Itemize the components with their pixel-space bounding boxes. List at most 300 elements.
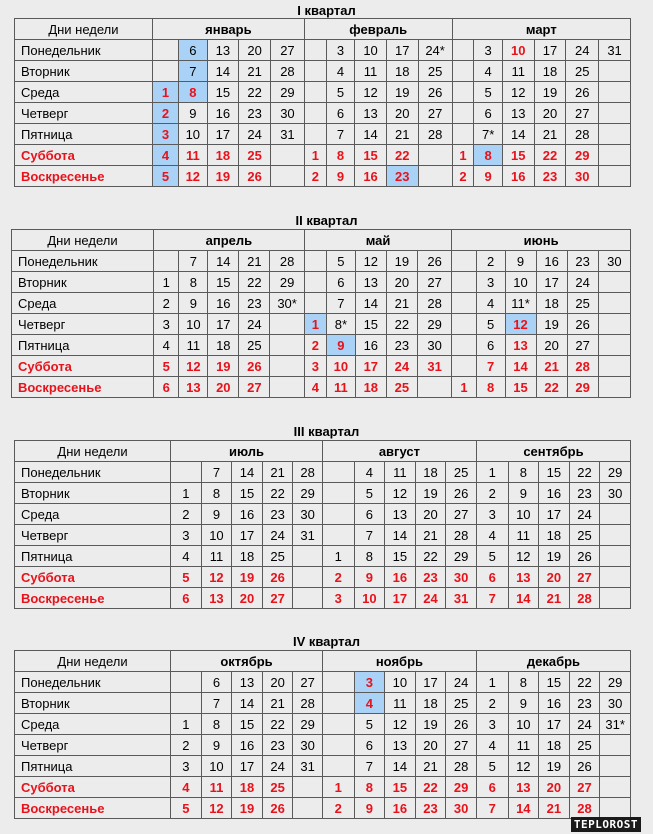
day-name: Среда <box>15 504 171 525</box>
date-cell: 5 <box>474 82 502 103</box>
date-cell <box>322 504 354 525</box>
date-cell: 29 <box>446 777 477 798</box>
date-cell: 3 <box>304 356 326 377</box>
date-cell: 20 <box>262 672 293 693</box>
date-cell: 29 <box>293 483 323 504</box>
date-cell: 20 <box>232 588 263 609</box>
date-cell: 7 <box>179 251 208 272</box>
date-cell: 2 <box>476 483 508 504</box>
date-cell: 3 <box>152 124 178 145</box>
date-cell: 2 <box>171 504 202 525</box>
day-name: Понедельник <box>15 40 153 61</box>
day-name: Среда <box>15 82 153 103</box>
date-cell: 1 <box>322 546 354 567</box>
date-cell: 6 <box>476 335 505 356</box>
date-cell: 18 <box>539 525 570 546</box>
date-cell: 26 <box>239 166 271 187</box>
date-cell: 4 <box>476 735 508 756</box>
date-cell: 13 <box>355 103 387 124</box>
date-cell <box>599 82 631 103</box>
date-cell <box>270 335 304 356</box>
date-cell: 18 <box>208 335 239 356</box>
date-cell: 30* <box>270 293 304 314</box>
date-cell: 23 <box>386 166 418 187</box>
date-cell <box>322 735 354 756</box>
date-cell: 2 <box>452 166 474 187</box>
date-cell: 12 <box>508 546 539 567</box>
date-cell: 9 <box>505 251 536 272</box>
weekday-row <box>12 377 631 398</box>
date-cell <box>452 103 474 124</box>
date-cell <box>270 356 304 377</box>
date-cell: 14 <box>385 756 416 777</box>
date-cell: 13 <box>355 272 386 293</box>
date-cell: 5 <box>476 314 505 335</box>
date-cell: 11 <box>355 61 387 82</box>
date-cell: 15 <box>539 462 570 483</box>
date-cell: 18 <box>232 546 263 567</box>
date-cell: 27 <box>417 272 451 293</box>
date-cell: 24 <box>566 40 599 61</box>
quarter-table <box>14 650 631 819</box>
quarter-title: III квартал <box>293 424 360 439</box>
date-cell: 27 <box>262 588 293 609</box>
date-cell: 20 <box>386 272 417 293</box>
date-cell: 7* <box>474 124 502 145</box>
date-cell: 6 <box>179 40 207 61</box>
date-cell: 8 <box>354 777 385 798</box>
date-cell <box>599 166 631 187</box>
date-cell: 7 <box>476 588 508 609</box>
date-cell: 1 <box>304 314 326 335</box>
date-cell: 27 <box>270 40 304 61</box>
date-cell: 19 <box>539 756 570 777</box>
date-cell: 31 <box>293 525 323 546</box>
date-cell: 9 <box>508 693 539 714</box>
date-cell: 1 <box>322 777 354 798</box>
date-cell: 19 <box>232 567 263 588</box>
date-cell: 10 <box>355 40 387 61</box>
date-cell: 6 <box>326 272 355 293</box>
date-cell: 8* <box>326 314 355 335</box>
date-cell: 8 <box>201 714 232 735</box>
month-header: май <box>304 230 452 251</box>
date-cell: 25 <box>569 525 600 546</box>
date-cell: 1 <box>171 714 202 735</box>
date-cell: 26 <box>567 314 598 335</box>
date-cell: 21 <box>534 124 566 145</box>
date-cell: 27 <box>446 504 477 525</box>
weekday-row <box>15 525 631 546</box>
date-cell: 29 <box>417 314 451 335</box>
header-row <box>15 651 631 672</box>
header-row <box>15 441 631 462</box>
date-cell <box>322 756 354 777</box>
date-cell: 27 <box>239 377 270 398</box>
date-cell: 22 <box>386 145 418 166</box>
date-cell: 15 <box>208 272 239 293</box>
date-cell: 24 <box>415 588 446 609</box>
date-cell: 27 <box>567 335 598 356</box>
date-cell: 13 <box>502 103 534 124</box>
date-cell: 7 <box>476 798 508 819</box>
date-cell: 12 <box>385 483 416 504</box>
weekday-row <box>12 251 631 272</box>
date-cell: 21 <box>415 525 446 546</box>
date-cell: 23 <box>386 335 417 356</box>
date-cell: 10 <box>354 588 385 609</box>
date-cell: 29 <box>270 82 304 103</box>
date-cell: 15 <box>232 483 263 504</box>
date-cell: 25 <box>262 777 293 798</box>
date-cell: 16 <box>539 693 570 714</box>
date-cell: 18 <box>415 462 446 483</box>
date-cell: 10 <box>179 314 208 335</box>
date-cell: 23 <box>415 798 446 819</box>
date-cell: 10 <box>201 756 232 777</box>
day-name: Вторник <box>12 272 154 293</box>
date-cell: 14 <box>502 124 534 145</box>
day-column-header: Дни недели <box>15 19 153 40</box>
date-cell: 22 <box>386 314 417 335</box>
date-cell: 24 <box>567 272 598 293</box>
weekday-row <box>15 693 631 714</box>
date-cell: 28 <box>270 61 304 82</box>
date-cell: 16 <box>208 293 239 314</box>
date-cell <box>304 40 326 61</box>
date-cell: 31 <box>599 40 631 61</box>
date-cell: 16 <box>385 798 416 819</box>
date-cell: 19 <box>386 82 418 103</box>
date-cell <box>600 777 631 798</box>
month-header: февраль <box>304 19 452 40</box>
date-cell <box>293 546 323 567</box>
date-cell: 18 <box>536 293 567 314</box>
date-cell: 16 <box>539 483 570 504</box>
date-cell: 26 <box>569 546 600 567</box>
weekday-row <box>15 672 631 693</box>
date-cell: 26 <box>446 714 477 735</box>
date-cell: 19 <box>536 314 567 335</box>
day-column-header: Дни недели <box>12 230 154 251</box>
month-header: апрель <box>153 230 304 251</box>
day-name: Четверг <box>15 525 171 546</box>
month-header: март <box>452 19 630 40</box>
date-cell: 23 <box>569 483 600 504</box>
date-cell: 25 <box>446 462 477 483</box>
date-cell <box>304 103 326 124</box>
date-cell: 3 <box>326 40 354 61</box>
day-name: Пятница <box>12 335 154 356</box>
day-name: Пятница <box>15 546 171 567</box>
date-cell: 31 <box>417 356 451 377</box>
date-cell: 9 <box>179 293 208 314</box>
date-cell: 3 <box>322 588 354 609</box>
date-cell: 28 <box>418 124 452 145</box>
date-cell: 25 <box>386 377 417 398</box>
date-cell: 4 <box>354 693 385 714</box>
month-header: октябрь <box>171 651 323 672</box>
date-cell: 6 <box>153 377 179 398</box>
date-cell: 13 <box>385 735 416 756</box>
date-cell: 18 <box>539 735 570 756</box>
date-cell: 18 <box>207 145 239 166</box>
date-cell <box>270 145 304 166</box>
day-name: Вторник <box>15 483 171 504</box>
weekday-row <box>15 40 631 61</box>
date-cell <box>418 166 452 187</box>
quarter-table <box>11 229 631 398</box>
date-cell <box>270 314 304 335</box>
date-cell: 14 <box>508 798 539 819</box>
header-row <box>12 230 631 251</box>
day-name: Воскресенье <box>12 377 154 398</box>
weekday-row <box>12 293 631 314</box>
date-cell: 3 <box>171 756 202 777</box>
date-cell: 17 <box>355 356 386 377</box>
date-cell: 13 <box>207 40 239 61</box>
date-cell <box>452 335 476 356</box>
date-cell: 5 <box>354 483 385 504</box>
date-cell: 13 <box>508 777 539 798</box>
date-cell: 15 <box>385 777 416 798</box>
date-cell: 7 <box>354 756 385 777</box>
weekday-row <box>12 314 631 335</box>
date-cell: 7 <box>326 293 355 314</box>
date-cell: 20 <box>239 40 271 61</box>
date-cell: 30 <box>446 567 477 588</box>
date-cell: 18 <box>386 61 418 82</box>
date-cell: 8 <box>326 145 354 166</box>
date-cell: 8 <box>354 546 385 567</box>
date-cell: 11* <box>505 293 536 314</box>
date-cell: 14 <box>208 251 239 272</box>
date-cell: 1 <box>304 145 326 166</box>
date-cell: 16 <box>232 735 263 756</box>
date-cell: 4 <box>153 335 179 356</box>
date-cell <box>293 798 323 819</box>
date-cell: 9 <box>354 798 385 819</box>
date-cell: 29 <box>600 672 631 693</box>
weekday-row <box>12 356 631 377</box>
date-cell: 10 <box>508 714 539 735</box>
date-cell: 30 <box>600 483 631 504</box>
date-cell <box>598 356 630 377</box>
date-cell: 31 <box>270 124 304 145</box>
date-cell: 26 <box>239 356 270 377</box>
date-cell: 28 <box>569 798 600 819</box>
date-cell: 15 <box>539 672 570 693</box>
day-name: Пятница <box>15 756 171 777</box>
date-cell: 9 <box>179 103 207 124</box>
date-cell: 18 <box>232 777 263 798</box>
date-cell: 15 <box>232 714 263 735</box>
date-cell: 27 <box>293 672 323 693</box>
date-cell <box>152 40 178 61</box>
date-cell <box>153 251 179 272</box>
date-cell <box>322 672 354 693</box>
day-name: Суббота <box>15 567 171 588</box>
date-cell: 27 <box>569 777 600 798</box>
month-header: ноябрь <box>322 651 476 672</box>
date-cell: 1 <box>153 272 179 293</box>
date-cell: 11 <box>179 145 207 166</box>
date-cell: 21 <box>239 61 271 82</box>
day-name: Воскресенье <box>15 588 171 609</box>
date-cell: 30 <box>446 798 477 819</box>
date-cell: 27 <box>418 103 452 124</box>
date-cell: 12 <box>201 567 232 588</box>
date-cell: 21 <box>536 356 567 377</box>
date-cell: 22 <box>415 777 446 798</box>
weekday-row <box>15 462 631 483</box>
date-cell: 18 <box>534 61 566 82</box>
date-cell: 19 <box>415 483 446 504</box>
date-cell: 3 <box>153 314 179 335</box>
date-cell: 1 <box>152 82 178 103</box>
date-cell: 26 <box>417 251 451 272</box>
date-cell: 22 <box>262 714 293 735</box>
date-cell <box>599 145 631 166</box>
date-cell <box>599 61 631 82</box>
date-cell: 24 <box>569 504 600 525</box>
date-cell: 10 <box>326 356 355 377</box>
weekday-row <box>15 483 631 504</box>
date-cell: 14 <box>385 525 416 546</box>
weekday-row <box>15 735 631 756</box>
date-cell: 3 <box>476 714 508 735</box>
date-cell: 9 <box>474 166 502 187</box>
date-cell: 3 <box>476 272 505 293</box>
date-cell: 19 <box>386 251 417 272</box>
date-cell: 17 <box>539 714 570 735</box>
date-cell <box>304 82 326 103</box>
date-cell: 2 <box>152 103 178 124</box>
day-name: Вторник <box>15 693 171 714</box>
date-cell: 5 <box>326 82 354 103</box>
date-cell: 9 <box>508 483 539 504</box>
date-cell: 10 <box>179 124 207 145</box>
day-name: Воскресенье <box>15 798 171 819</box>
date-cell: 30 <box>270 103 304 124</box>
date-cell: 29 <box>270 272 304 293</box>
date-cell: 8 <box>474 145 502 166</box>
date-cell: 24 <box>569 714 600 735</box>
date-cell <box>598 293 630 314</box>
date-cell: 24 <box>262 525 293 546</box>
date-cell: 3 <box>171 525 202 546</box>
month-header: июнь <box>452 230 631 251</box>
date-cell: 4 <box>476 525 508 546</box>
date-cell: 14 <box>232 693 263 714</box>
date-cell: 25 <box>446 693 477 714</box>
date-cell: 9 <box>354 567 385 588</box>
date-cell: 28 <box>567 356 598 377</box>
date-cell: 12 <box>502 82 534 103</box>
date-cell: 4 <box>326 61 354 82</box>
date-cell: 10 <box>385 672 416 693</box>
date-cell <box>304 293 326 314</box>
day-name: Понедельник <box>12 251 154 272</box>
date-cell: 12 <box>505 314 536 335</box>
date-cell: 25 <box>262 546 293 567</box>
date-cell <box>598 377 630 398</box>
date-cell <box>293 567 323 588</box>
date-cell: 17 <box>385 588 416 609</box>
weekday-row <box>15 145 631 166</box>
weekday-row <box>15 588 631 609</box>
date-cell: 6 <box>326 103 354 124</box>
date-cell: 29 <box>600 462 631 483</box>
date-cell: 12 <box>355 251 386 272</box>
date-cell: 9 <box>326 166 354 187</box>
date-cell: 14 <box>232 462 263 483</box>
date-cell: 19 <box>232 798 263 819</box>
weekday-row <box>15 777 631 798</box>
day-name: Понедельник <box>15 672 171 693</box>
day-column-header: Дни недели <box>15 651 171 672</box>
date-cell <box>452 293 476 314</box>
date-cell <box>304 124 326 145</box>
date-cell: 2 <box>476 251 505 272</box>
date-cell: 15 <box>502 145 534 166</box>
weekday-row <box>15 756 631 777</box>
date-cell: 22 <box>569 462 600 483</box>
date-cell: 12 <box>179 166 207 187</box>
day-name: Понедельник <box>15 462 171 483</box>
date-cell <box>322 483 354 504</box>
date-cell: 19 <box>415 714 446 735</box>
date-cell: 17 <box>207 124 239 145</box>
date-cell: 21 <box>539 588 570 609</box>
date-cell: 13 <box>508 567 539 588</box>
date-cell: 2 <box>322 567 354 588</box>
date-cell: 12 <box>201 798 232 819</box>
date-cell: 23 <box>534 166 566 187</box>
date-cell: 29 <box>567 377 598 398</box>
date-cell: 15 <box>355 314 386 335</box>
date-cell: 8 <box>508 672 539 693</box>
weekday-row <box>12 335 631 356</box>
date-cell: 27 <box>446 735 477 756</box>
date-cell: 20 <box>536 335 567 356</box>
date-cell: 13 <box>179 377 208 398</box>
date-cell <box>600 798 631 819</box>
month-header: июль <box>171 441 323 462</box>
weekday-row <box>15 166 631 187</box>
date-cell: 14 <box>508 588 539 609</box>
date-cell: 17 <box>539 504 570 525</box>
weekday-row <box>15 124 631 145</box>
date-cell: 20 <box>534 103 566 124</box>
date-cell: 23 <box>262 735 293 756</box>
date-cell: 11 <box>385 462 416 483</box>
date-cell: 21 <box>386 124 418 145</box>
date-cell: 31 <box>293 756 323 777</box>
date-cell: 26 <box>446 483 477 504</box>
date-cell: 30 <box>598 251 630 272</box>
date-cell: 29 <box>293 714 323 735</box>
date-cell: 20 <box>386 103 418 124</box>
date-cell: 14 <box>207 61 239 82</box>
date-cell: 26 <box>262 798 293 819</box>
date-cell: 5 <box>476 756 508 777</box>
date-cell: 1 <box>476 462 508 483</box>
weekday-row <box>15 714 631 735</box>
month-header: сентябрь <box>476 441 630 462</box>
date-cell: 16 <box>502 166 534 187</box>
date-cell: 23 <box>569 693 600 714</box>
